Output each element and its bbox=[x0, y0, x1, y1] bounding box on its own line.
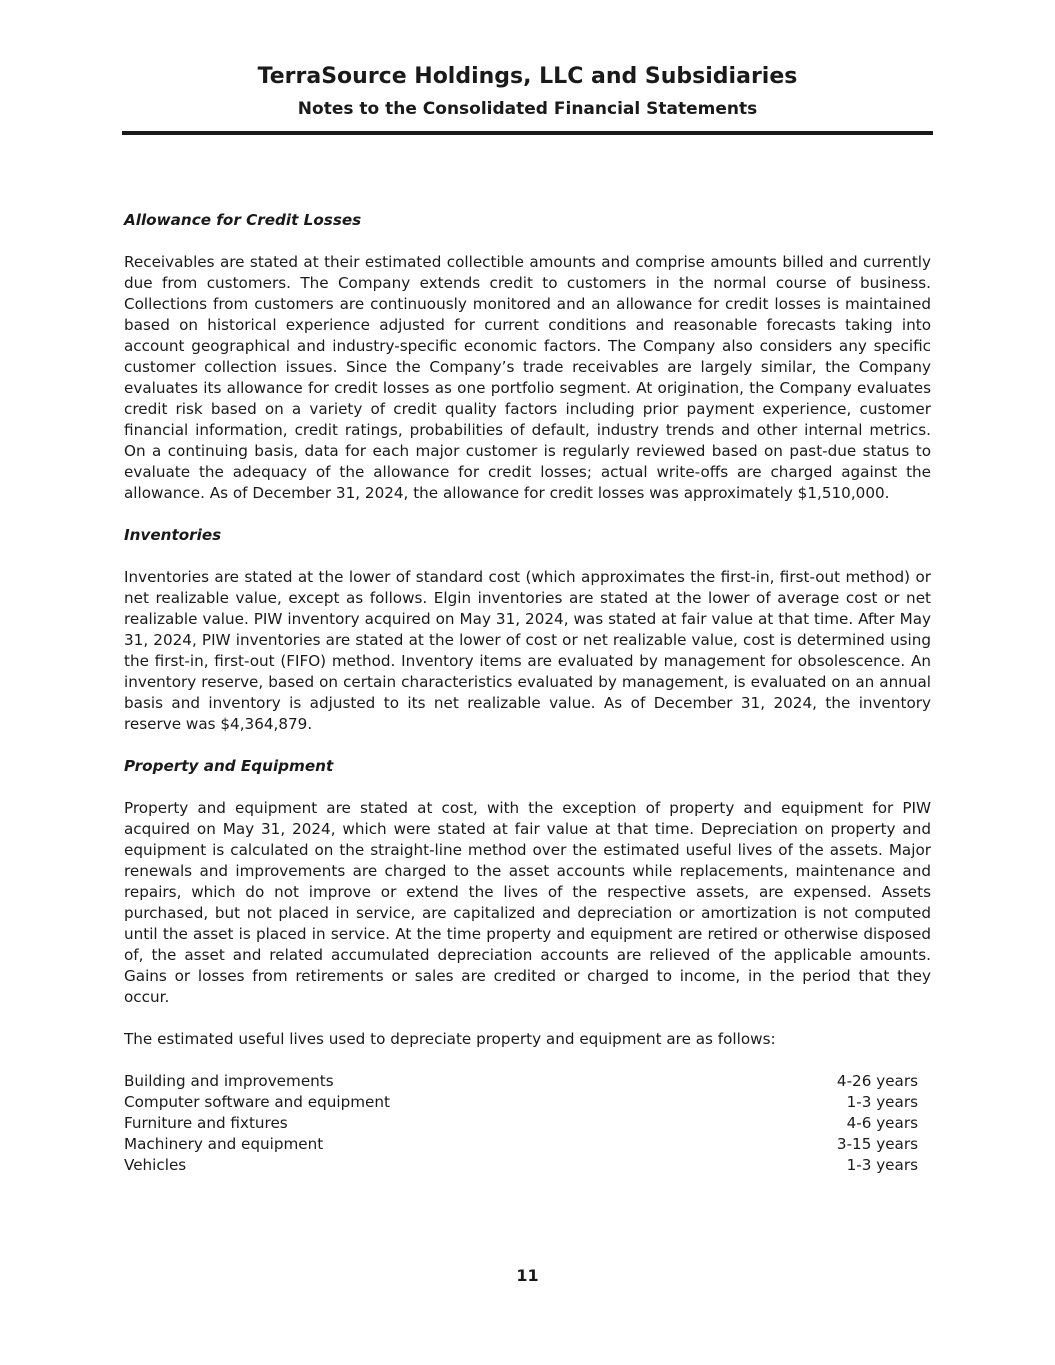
header-rule bbox=[122, 131, 933, 135]
paragraph-allowance: Receivables are stated at their estimated collectible amounts and comprise amounts billed and currently due from customers. The Company extends credit to customers in the normal course of business. Collections from customers are continuously monitored and an allowance for credit losses is maintained based on historical experience adjusted for current conditions and reasonable forecasts taking into account geographical and industry-specific economic factors. The Company also considers any specific customer collection issues. Since the Company’s trade receivables are largely similar, the Company evaluates its allowance for credit losses as one portfolio segment. At origination, the Company evaluates credit risk based on a variety of credit quality factors including prior payment experience, customer financial information, credit ratings, probabilities of default, industry trends and other internal metrics. On a continuing basis, data for each major customer is regularly reviewed based on past-due status to evaluate the adequacy of the allowance for credit losses; actual write-offs are charged against the allowance. As of December 31, 2024, the allowance for credit losses was approximately $1,510,000. bbox=[124, 253, 931, 502]
asset-label: Computer software and equipment bbox=[124, 1093, 390, 1111]
asset-label: Building and improvements bbox=[124, 1072, 334, 1090]
table-row bbox=[124, 1113, 918, 1134]
section-title-allowance: Allowance for Credit Losses bbox=[124, 211, 362, 229]
company-name: TerraSource Holdings, LLC and Subsidiaries bbox=[257, 64, 798, 89]
asset-life: 4-6 years bbox=[846, 1114, 918, 1132]
page-number: 11 bbox=[516, 1266, 539, 1285]
asset-label: Furniture and fixtures bbox=[124, 1114, 288, 1132]
section-title-property: Property and Equipment bbox=[124, 757, 334, 775]
paragraph-property: Property and equipment are stated at cost, with the exception of property and equipment for PIW acquired on May 31, 2024, which were stated at fair value at that time. Depreciation on property and equipment is calculated on the straight-line method over the estimated useful lives of the assets. Major renewals and improvements are charged to the asset accounts while replacements, maintenance and repairs, which do not improve or extend the lives of the respective assets, are expensed. Assets purchased, but not placed in service, are capitalized and depreciation or amortization is not computed until the asset is placed in service. At the time property and equipment are retired or otherwise disposed of, the asset and related accumulated depreciation accounts are relieved of the applicable amounts. Gains or losses from retirements or sales are credited or charged to income, in the period that they occur. bbox=[124, 799, 931, 1006]
asset-label: Machinery and equipment bbox=[124, 1135, 324, 1153]
table-row bbox=[124, 1134, 918, 1155]
table-row bbox=[124, 1071, 918, 1092]
useful-lives-table bbox=[124, 1071, 918, 1176]
asset-life: 1-3 years bbox=[846, 1093, 918, 1111]
asset-life: 4-26 years bbox=[836, 1072, 918, 1090]
page-header bbox=[122, 62, 933, 122]
asset-life: 1-3 years bbox=[846, 1156, 918, 1174]
section-title-inventories: Inventories bbox=[124, 526, 222, 544]
asset-life: 3-15 years bbox=[836, 1135, 918, 1153]
table-row bbox=[124, 1155, 918, 1176]
paragraph-inventories: Inventories are stated at the lower of standard cost (which approximates the first-in, first-out method) or net realizable value, except as follows. Elgin inventories are stated at the lower of average cost or net realizable value. PIW inventory acquired on May 31, 2024, was stated at fair value at that time. After May 31, 2024, PIW inventories are stated at the lower of cost or net realizable value, cost is determined using the first-in, first-out (FIFO) method. Inventory items are evaluated by management for obsolescence. An inventory reserve, based on certain characteristics evaluated by management, is evaluated on an annual basis and inventory is adjusted to its net realizable value. As of December 31, 2024, the inventory reserve was $4,364,879. bbox=[124, 568, 931, 733]
table-row bbox=[124, 1092, 918, 1113]
notes-content bbox=[124, 210, 931, 1176]
asset-label: Vehicles bbox=[124, 1156, 187, 1174]
paragraph-lives-intro: The estimated useful lives used to depreciate property and equipment are as follows: bbox=[124, 1030, 776, 1048]
document-subtitle: Notes to the Consolidated Financial Statements bbox=[297, 99, 758, 119]
